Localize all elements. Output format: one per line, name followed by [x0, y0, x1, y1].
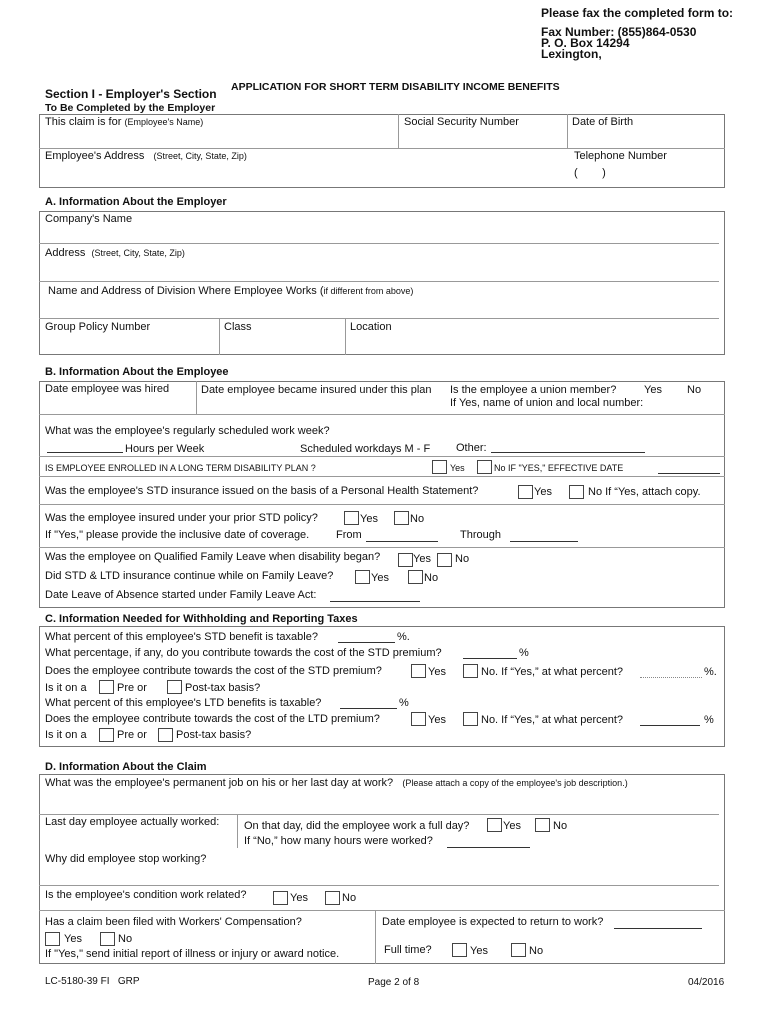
fml-no-label: No [455, 553, 470, 565]
full-time-no-label: No [529, 945, 544, 957]
location-label: Location [350, 321, 392, 333]
return-label: Date employee is expected to return to work? [382, 916, 604, 928]
workdays-label: Scheduled workdays M - F [300, 443, 431, 455]
ltd-label: IS EMPLOYEE ENROLLED IN A LONG TERM DISABILITY PLAN ? [45, 463, 316, 473]
insured-label: Date employee became insured under this plan [201, 384, 432, 396]
class-label: Class [224, 321, 252, 333]
section-c-title: C. Information Needed for Withholding and Reporting Taxes [45, 613, 358, 625]
post1-label: Post-tax basis? [185, 682, 261, 694]
union-no-label: No [687, 384, 702, 396]
hours-field[interactable] [47, 452, 123, 453]
section-a-title: A. Information About the Employer [45, 196, 227, 208]
ltd-yes-checkbox[interactable] [432, 460, 447, 474]
basis1-label: Is it on a [45, 682, 87, 694]
group-policy-label: Group Policy Number [45, 321, 151, 333]
company-name-label: Company's Name [45, 213, 133, 225]
form-code: LC-5180-39 FI GRP [45, 976, 140, 987]
basis2-label: Is it on a [45, 729, 87, 741]
wc-yes-label: Yes [64, 933, 82, 945]
page-number: Page 2 of 8 [368, 977, 420, 988]
company-address-label: Address (Street, City, State, Zip) [45, 247, 185, 259]
po-box: P. O. Box 14294 [541, 36, 630, 50]
std-contrib-pct-label: What percentage, if any, do you contribute towards the cost of the STD premium? [45, 647, 442, 659]
std-taxable-field[interactable] [338, 642, 395, 643]
union-label: Is the employee a union member? [450, 384, 617, 396]
ltd-contrib-label: Does the employee contribute towards the cost of the LTD premium? [45, 713, 380, 725]
leave-date-field[interactable] [330, 601, 420, 602]
employer-info-box [39, 211, 725, 355]
post1-checkbox[interactable] [167, 680, 182, 694]
section1-title: Section I - Employer's Section [45, 87, 217, 101]
hired-label: Date employee was hired [45, 383, 170, 395]
telephone-parens: ( ) [574, 167, 606, 179]
section-b-title: B. Information About the Employee [45, 366, 229, 378]
std-taxable-label: What percent of this employee's STD benefit is taxable? [45, 631, 318, 643]
full-day-yes-checkbox[interactable] [487, 818, 502, 832]
std-percent-field[interactable] [640, 677, 702, 678]
full-time-yes-checkbox[interactable] [452, 943, 467, 957]
full-time-yes-label: Yes [470, 945, 488, 957]
std-contrib-pct-field[interactable] [463, 658, 517, 659]
fax-title: Please fax the completed form to: [541, 6, 734, 20]
fax-number: Fax Number: (855)864-0530 [541, 25, 697, 39]
ltd-date-field[interactable] [658, 473, 720, 474]
fml-yes-checkbox[interactable] [398, 553, 413, 567]
wc-no-checkbox[interactable] [100, 932, 115, 946]
continue-no-checkbox[interactable] [408, 570, 423, 584]
continue-label: Did STD & LTD insurance continue while on Family Leave? [45, 570, 334, 582]
ltd-taxable-label: What percent of this employee's LTD benefits is taxable? [45, 697, 322, 709]
fml-no-checkbox[interactable] [437, 553, 452, 567]
continue-no-label: No [424, 572, 439, 584]
work-related-no-label: No [342, 892, 357, 904]
full-day-no-label: No [553, 820, 568, 832]
wc-no-label: No [118, 933, 133, 945]
std-yes-checkbox[interactable] [411, 664, 426, 678]
city: Lexington, [541, 47, 602, 61]
full-day-yes-label: Yes [503, 820, 521, 832]
prior-yes-label: Yes [360, 513, 378, 525]
ltd-no-checkbox[interactable] [477, 460, 492, 474]
wc-note: If "Yes," send initial report of illness or injury or award notice. [45, 948, 340, 960]
pct1: %. [397, 631, 410, 643]
work-related-label: Is the employee's condition work related? [45, 889, 247, 901]
std-no-checkbox[interactable] [463, 664, 478, 678]
full-time-label: Full time? [384, 944, 432, 956]
hours-label: Hours per Week [125, 443, 205, 455]
from-label: From [336, 529, 362, 541]
employee-address-label: Employee's Address (Street, City, State, Zip) [45, 150, 247, 162]
return-date-field[interactable] [614, 928, 702, 929]
pct2: % [519, 647, 529, 659]
prior-yes-checkbox[interactable] [344, 511, 359, 525]
prior-label: Was the employee insured under your prior STD policy? [45, 512, 318, 524]
fml-label: Was the employee on Qualified Family Leave when disability began? [45, 551, 381, 563]
ssn-label: Social Security Number [404, 116, 519, 128]
claim-info-box [39, 774, 725, 964]
pct4: % [399, 697, 409, 709]
pct5: % [704, 714, 714, 726]
ltd-contrib-yes-label: Yes [428, 714, 446, 726]
other-label: Other: [456, 442, 487, 454]
other-field[interactable] [491, 452, 645, 453]
std-yes-label: Yes [428, 666, 446, 678]
wc-yes-checkbox[interactable] [45, 932, 60, 946]
ltd-no-label: No IF "YES," EFFECTIVE DATE [494, 463, 624, 473]
leave-date-label: Date Leave of Absence started under Family Leave Act: [45, 589, 317, 601]
phs-yes-label: Yes [534, 486, 552, 498]
hours-worked-label: If “No,” how many hours were worked? [244, 835, 433, 847]
full-day-label: On that day, did the employee work a full day? [244, 820, 470, 832]
through-label: Through [460, 529, 501, 541]
pre1-checkbox[interactable] [99, 680, 114, 694]
division-label: Name and Address of Division Where Employee Works (if different from above) [48, 285, 414, 297]
pre1-label: Pre or [117, 682, 147, 694]
pre2-checkbox[interactable] [99, 728, 114, 742]
work-related-no-checkbox[interactable] [325, 891, 340, 905]
wc-label: Has a claim been filed with Workers' Compensation? [45, 916, 302, 928]
ltd-percent-field[interactable] [640, 725, 700, 726]
form-title: APPLICATION FOR SHORT TERM DISABILITY INCOME BENEFITS [231, 81, 560, 93]
ltd-taxable-field[interactable] [340, 708, 397, 709]
continue-yes-label: Yes [371, 572, 389, 584]
prior-no-checkbox[interactable] [394, 511, 409, 525]
job-label: What was the employee's permanent job on his or her last day at work? (Please attach a copy of the employee's job description.) [45, 777, 628, 789]
claim-for-label: This claim is for (Employee's Name) [45, 116, 204, 128]
section1-subtitle: To Be Completed by the Employer [45, 102, 216, 114]
std-no-label: No. If “Yes,” at what percent? [481, 666, 624, 678]
hours-worked-field[interactable] [447, 847, 530, 848]
post2-label: Post-tax basis? [176, 729, 252, 741]
through-field[interactable] [510, 541, 578, 542]
phs-no-label: No If “Yes, attach copy. [588, 486, 701, 498]
revision-date: 04/2016 [688, 977, 725, 988]
from-field[interactable] [366, 541, 438, 542]
why-label: Why did employee stop working? [45, 853, 207, 865]
union-yes-label: Yes [644, 384, 662, 396]
ltd-yes-label: Yes [450, 463, 465, 473]
work-related-yes-checkbox[interactable] [273, 891, 288, 905]
dob-label: Date of Birth [572, 116, 634, 128]
phs-yes-checkbox[interactable] [518, 485, 533, 499]
pct3: %. [704, 666, 717, 678]
fml-yes-label: Yes [413, 553, 431, 565]
ltd-contrib-no-checkbox[interactable] [463, 712, 478, 726]
continue-yes-checkbox[interactable] [355, 570, 370, 584]
work-week-label: What was the employee's regularly scheduled work week? [45, 425, 330, 437]
inclusive-label: If "Yes," please provide the inclusive date of coverage. [45, 529, 310, 541]
ltd-contrib-no-label: No. If “Yes,” at what percent? [481, 714, 624, 726]
phs-no-checkbox[interactable] [569, 485, 584, 499]
last-day-label: Last day employee actually worked: [45, 816, 220, 828]
ltd-contrib-yes-checkbox[interactable] [411, 712, 426, 726]
union-name-label: If Yes, name of union and local number: [450, 397, 644, 409]
post2-checkbox[interactable] [158, 728, 173, 742]
full-time-no-checkbox[interactable] [511, 943, 526, 957]
full-day-no-checkbox[interactable] [535, 818, 550, 832]
prior-no-label: No [410, 513, 425, 525]
phs-label: Was the employee's STD insurance issued on the basis of a Personal Health Statement? [45, 485, 479, 497]
work-related-yes-label: Yes [290, 892, 308, 904]
pre2-label: Pre or [117, 729, 147, 741]
std-contrib-label: Does the employee contribute towards the cost of the STD premium? [45, 665, 382, 677]
telephone-label: Telephone Number [574, 150, 667, 162]
section-d-title: D. Information About the Claim [45, 761, 207, 773]
